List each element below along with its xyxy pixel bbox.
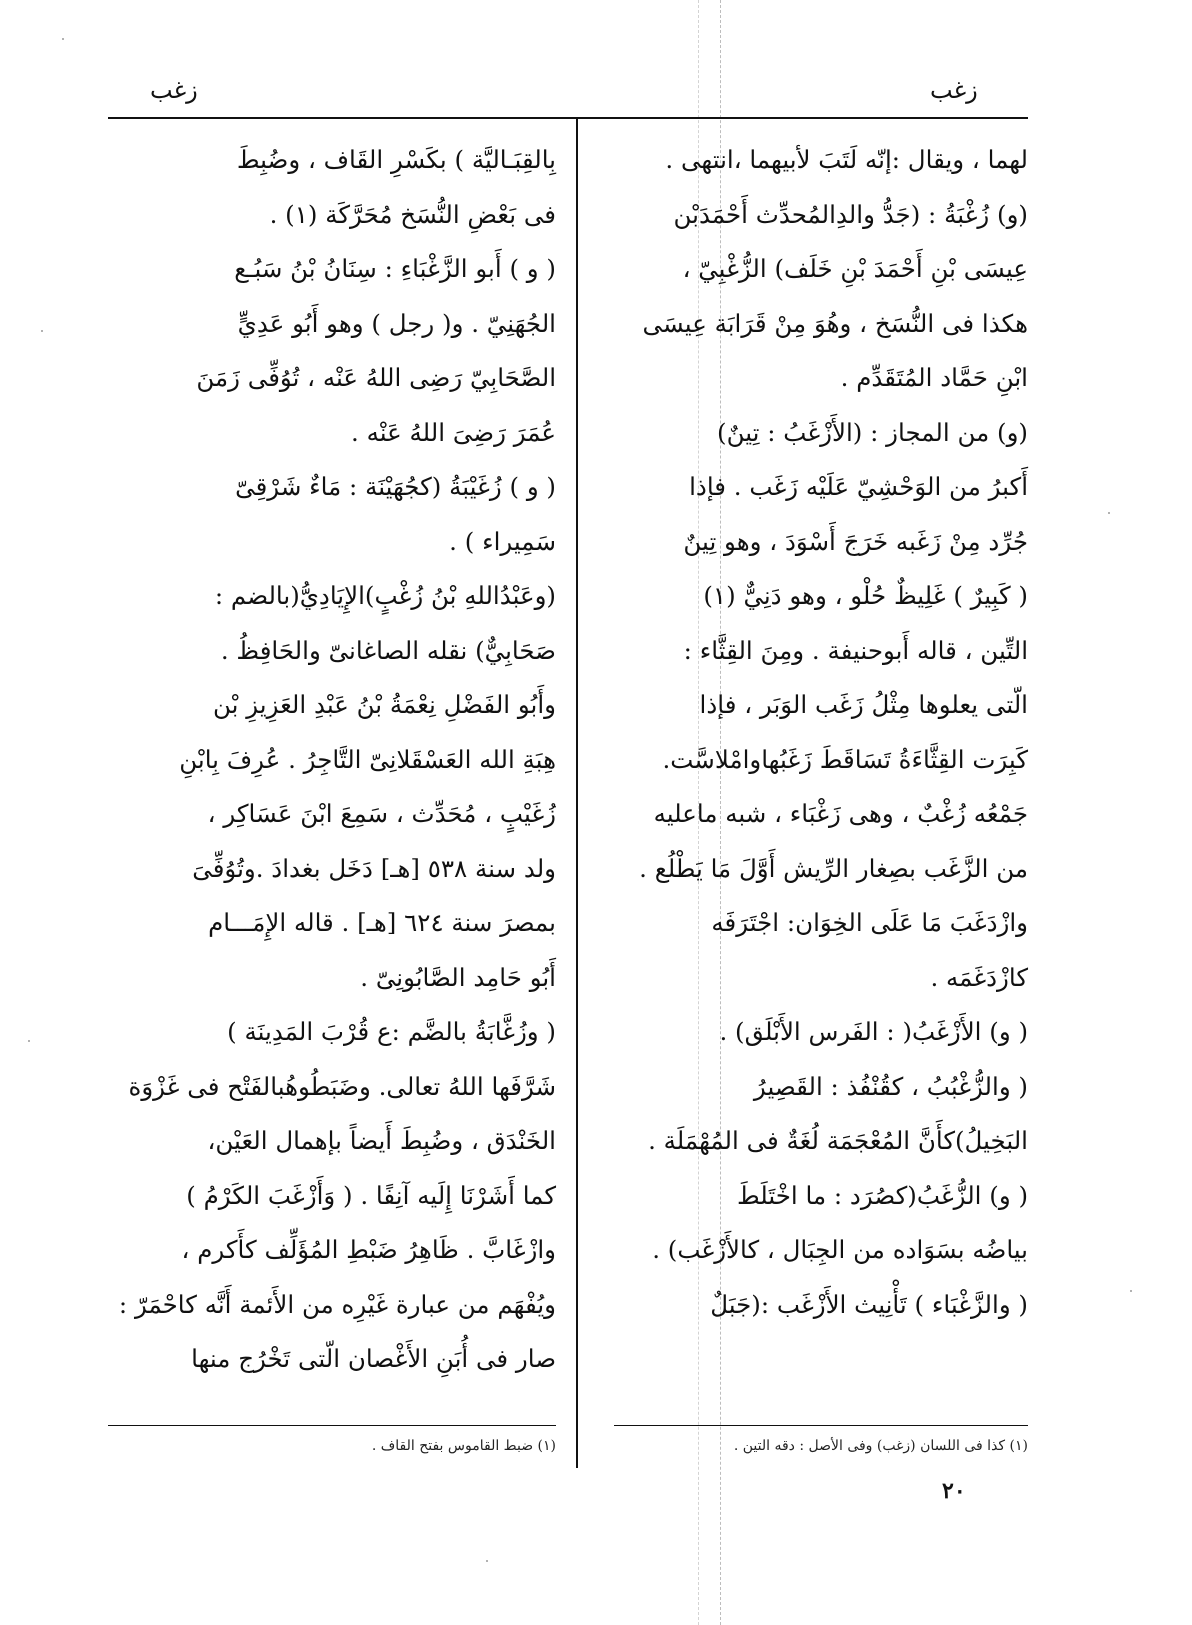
text-line: الّتى يعلوها مِثْلُ زَغَب الوَبَر ، فإذا: [699, 690, 1028, 719]
text-line: جَمْعُه زُغْبٌ ، وهى زَغْبَاء ، شبه ماعليه: [653, 799, 1028, 828]
text-line: كازْدَغَمَه .: [930, 962, 1028, 992]
text-line: ابْنِ حَمَّاد المُتَقَدِّم .: [840, 363, 1028, 392]
text-line: الجُهَنِيّ . و( رجل ) وهو أَبُو عَدِيٍّ: [237, 308, 556, 338]
text-line: شَرَّفَها اللهُ تعالى. وضَبَطُوهُبالفَتْح فى غَزْوَة: [128, 1071, 556, 1101]
text-line: من الزَّغَب بصِغار الرِّيش أَوَّلَ مَا يَطْلُع .: [639, 853, 1028, 883]
text-line: عُمَرَ رَضِىَ اللهُ عَنْه .: [351, 417, 556, 447]
left-column: [108, 133, 556, 1387]
text-line: صار فى أُبَنِ الأَغْصان الّتى تَخْرُج منها: [191, 1344, 556, 1373]
text-line: ( وزُغَّابَةُ بالضَّم :ع قُرْبَ المَدِينَة ): [227, 1017, 556, 1046]
text-line: فى بَعْضِ النُّسَخ مُحَرَّكَة (١) .: [269, 199, 556, 229]
header-rule: [108, 117, 1028, 119]
text-line: ( و ) زُغَيْبَةُ (كجُهَيْنَة : مَاءٌ شَرْقِىّ: [235, 472, 556, 501]
text-line: كما أَشَرْنَا إِلَيه آنِفًا . ( وَأَزْغَبَ الكَرْمُ ): [186, 1180, 556, 1210]
text-line: ( كَبِيرٌ ) غَلِيظٌ حُلْو ، وهو دَنِيٌّ (١): [703, 581, 1028, 610]
text-line: ( و) الزُّغَبُ(كصُرَد : ما اخْتَلَطَ: [737, 1180, 1028, 1210]
scan-speck: [486, 1560, 488, 1562]
text-line: عِيسَى بْنِ أَحْمَدَ بْنِ خَلَف) الزُّغْبِيّ ،: [682, 254, 1028, 283]
text-line: وأَبُو الفَضْلِ نِعْمَةُ بْنُ عَبْدِ العَزِيزِ بْن: [213, 690, 556, 719]
text-line: ويُفْهَم من عبارة غَيْرِه من الأَئمة أَنَّه كاحْمَرّ :: [118, 1289, 556, 1319]
scan-speck: [1108, 512, 1110, 514]
text-line: سَمِيراء ) .: [449, 526, 556, 556]
text-line: بِالقِبَـاليَّة ) بكَسْرِ القَاف ، وضُبِطَ: [236, 145, 556, 174]
text-line: صَحَابِيٌّ) نقله الصاغانىّ والحَافِظُ .: [220, 635, 556, 665]
scan-speck: [1130, 1290, 1132, 1292]
text-line: ( والزُّغْبُبُ ، كقُنْفُذ : القَصِيرُ: [753, 1071, 1028, 1101]
text-line: أَكبرُ من الوَحْشِيّ عَلَيْه زَغَب . فإذا: [689, 472, 1028, 501]
footnote-rule-right: [614, 1425, 1028, 1426]
header-keyword-left: زغب: [150, 76, 198, 104]
footnote-rule-left: [108, 1425, 556, 1426]
scan-speck: [41, 330, 43, 332]
header-keyword-right: زغب: [930, 76, 978, 104]
right-column: [612, 133, 1028, 1332]
text-line: كَبِرَت القِثَّاءَةُ تَسَاقَطَ زَغَبُهاوامْلاسَّت.: [662, 744, 1028, 774]
text-line: ولد سنة ٥٣٨ [هـ] دَخَل بغدادَ .وتُوُفِّىَ: [192, 853, 556, 883]
footnote-right: (١) كذا فى اللسان (زغب) وفى الأصل : دقه التين .: [733, 1438, 1028, 1454]
scan-speck: [62, 38, 64, 40]
text-line: ( والزَّغْبَاء ) تَأْنِيث الأَزْغَب :(جَبَلٌ: [710, 1289, 1028, 1319]
text-line: البَخِيلُ)كأَنَّ المُعْجَمَة لُغَةٌ فى المُهْمَلَة .: [648, 1126, 1028, 1155]
text-line: (وعَبْدُاللهِ بْنُ زُغْبٍ)الإِيَادِيُّ(بالضم :: [214, 581, 556, 610]
text-line: بمصرَ سنة ٦٢٤ [هـ] . قاله الإِمَـــام: [208, 908, 556, 937]
text-line: لهما ، ويقال :إنّه لَتَبَ لأبيهما ،انتهى .: [665, 145, 1028, 174]
text-line: الخَنْدَق ، وضُبِطَ أَيضاً بإهمال العَيْن،: [207, 1126, 556, 1155]
page-number: ٢٠: [942, 1478, 966, 1504]
text-line: الصَّحَابِيّ رَضِى اللهُ عَنْه ، تُوُفِّى زَمَنَ: [196, 363, 556, 392]
text-line: هكذا فى النُّسَخ ، وهُوَ مِنْ قَرَابَة عِيسَى: [642, 308, 1028, 338]
text-line: التِّين ، قاله أَبوحنيفة . ومِنَ القِثَّاء :: [683, 635, 1028, 665]
text-line: وازْغَابَّ . ظَاهِرُ ضَبْطِ المُؤَلِّف كأَكرم ،: [181, 1235, 556, 1264]
text-line: (و) زُغْبَةُ : (جَدُّ والدِالمُحدِّث أَحْمَدَبْن: [673, 199, 1028, 229]
text-line: أَبُو حَامِد الصَّابُونِىّ .: [360, 962, 556, 992]
text-line: ( و ) أَبو الزَّغْبَاءِ : سِنَانُ بْنُ سَبُـع: [234, 254, 556, 283]
column-divider: [576, 118, 578, 1468]
text-line: زُغَيْبٍ ، مُحَدِّث ، سَمِعَ ابْنَ عَسَاكِر ،: [207, 799, 556, 828]
text-line: هِبَةِ الله العَسْقَلانِىّ التَّاجِرُ . عُرِفَ بِابْنِ: [179, 744, 556, 774]
text-line: وازْدَغَبَ مَا عَلَى الخِوَان: اجْتَرَفَه: [711, 908, 1028, 937]
scan-speck: [28, 1040, 30, 1042]
footnote-left: (١) ضبط القاموس بفتح القاف .: [371, 1438, 556, 1454]
text-line: جُرِّد مِنْ زَغَبه خَرَجَ أَسْوَدَ ، وهو تِينٌ: [683, 526, 1028, 556]
text-line: بياضُه بسَوَاده من الجِبَال ، كالأَزْغَب) .: [652, 1235, 1028, 1264]
text-line: (و) من المجاز : (الأَزْغَبُ : تِينٌ): [717, 417, 1028, 447]
text-line: ( و) الأَزْغَبُ( : الفَرس الأَبْلَق) .: [719, 1017, 1028, 1046]
